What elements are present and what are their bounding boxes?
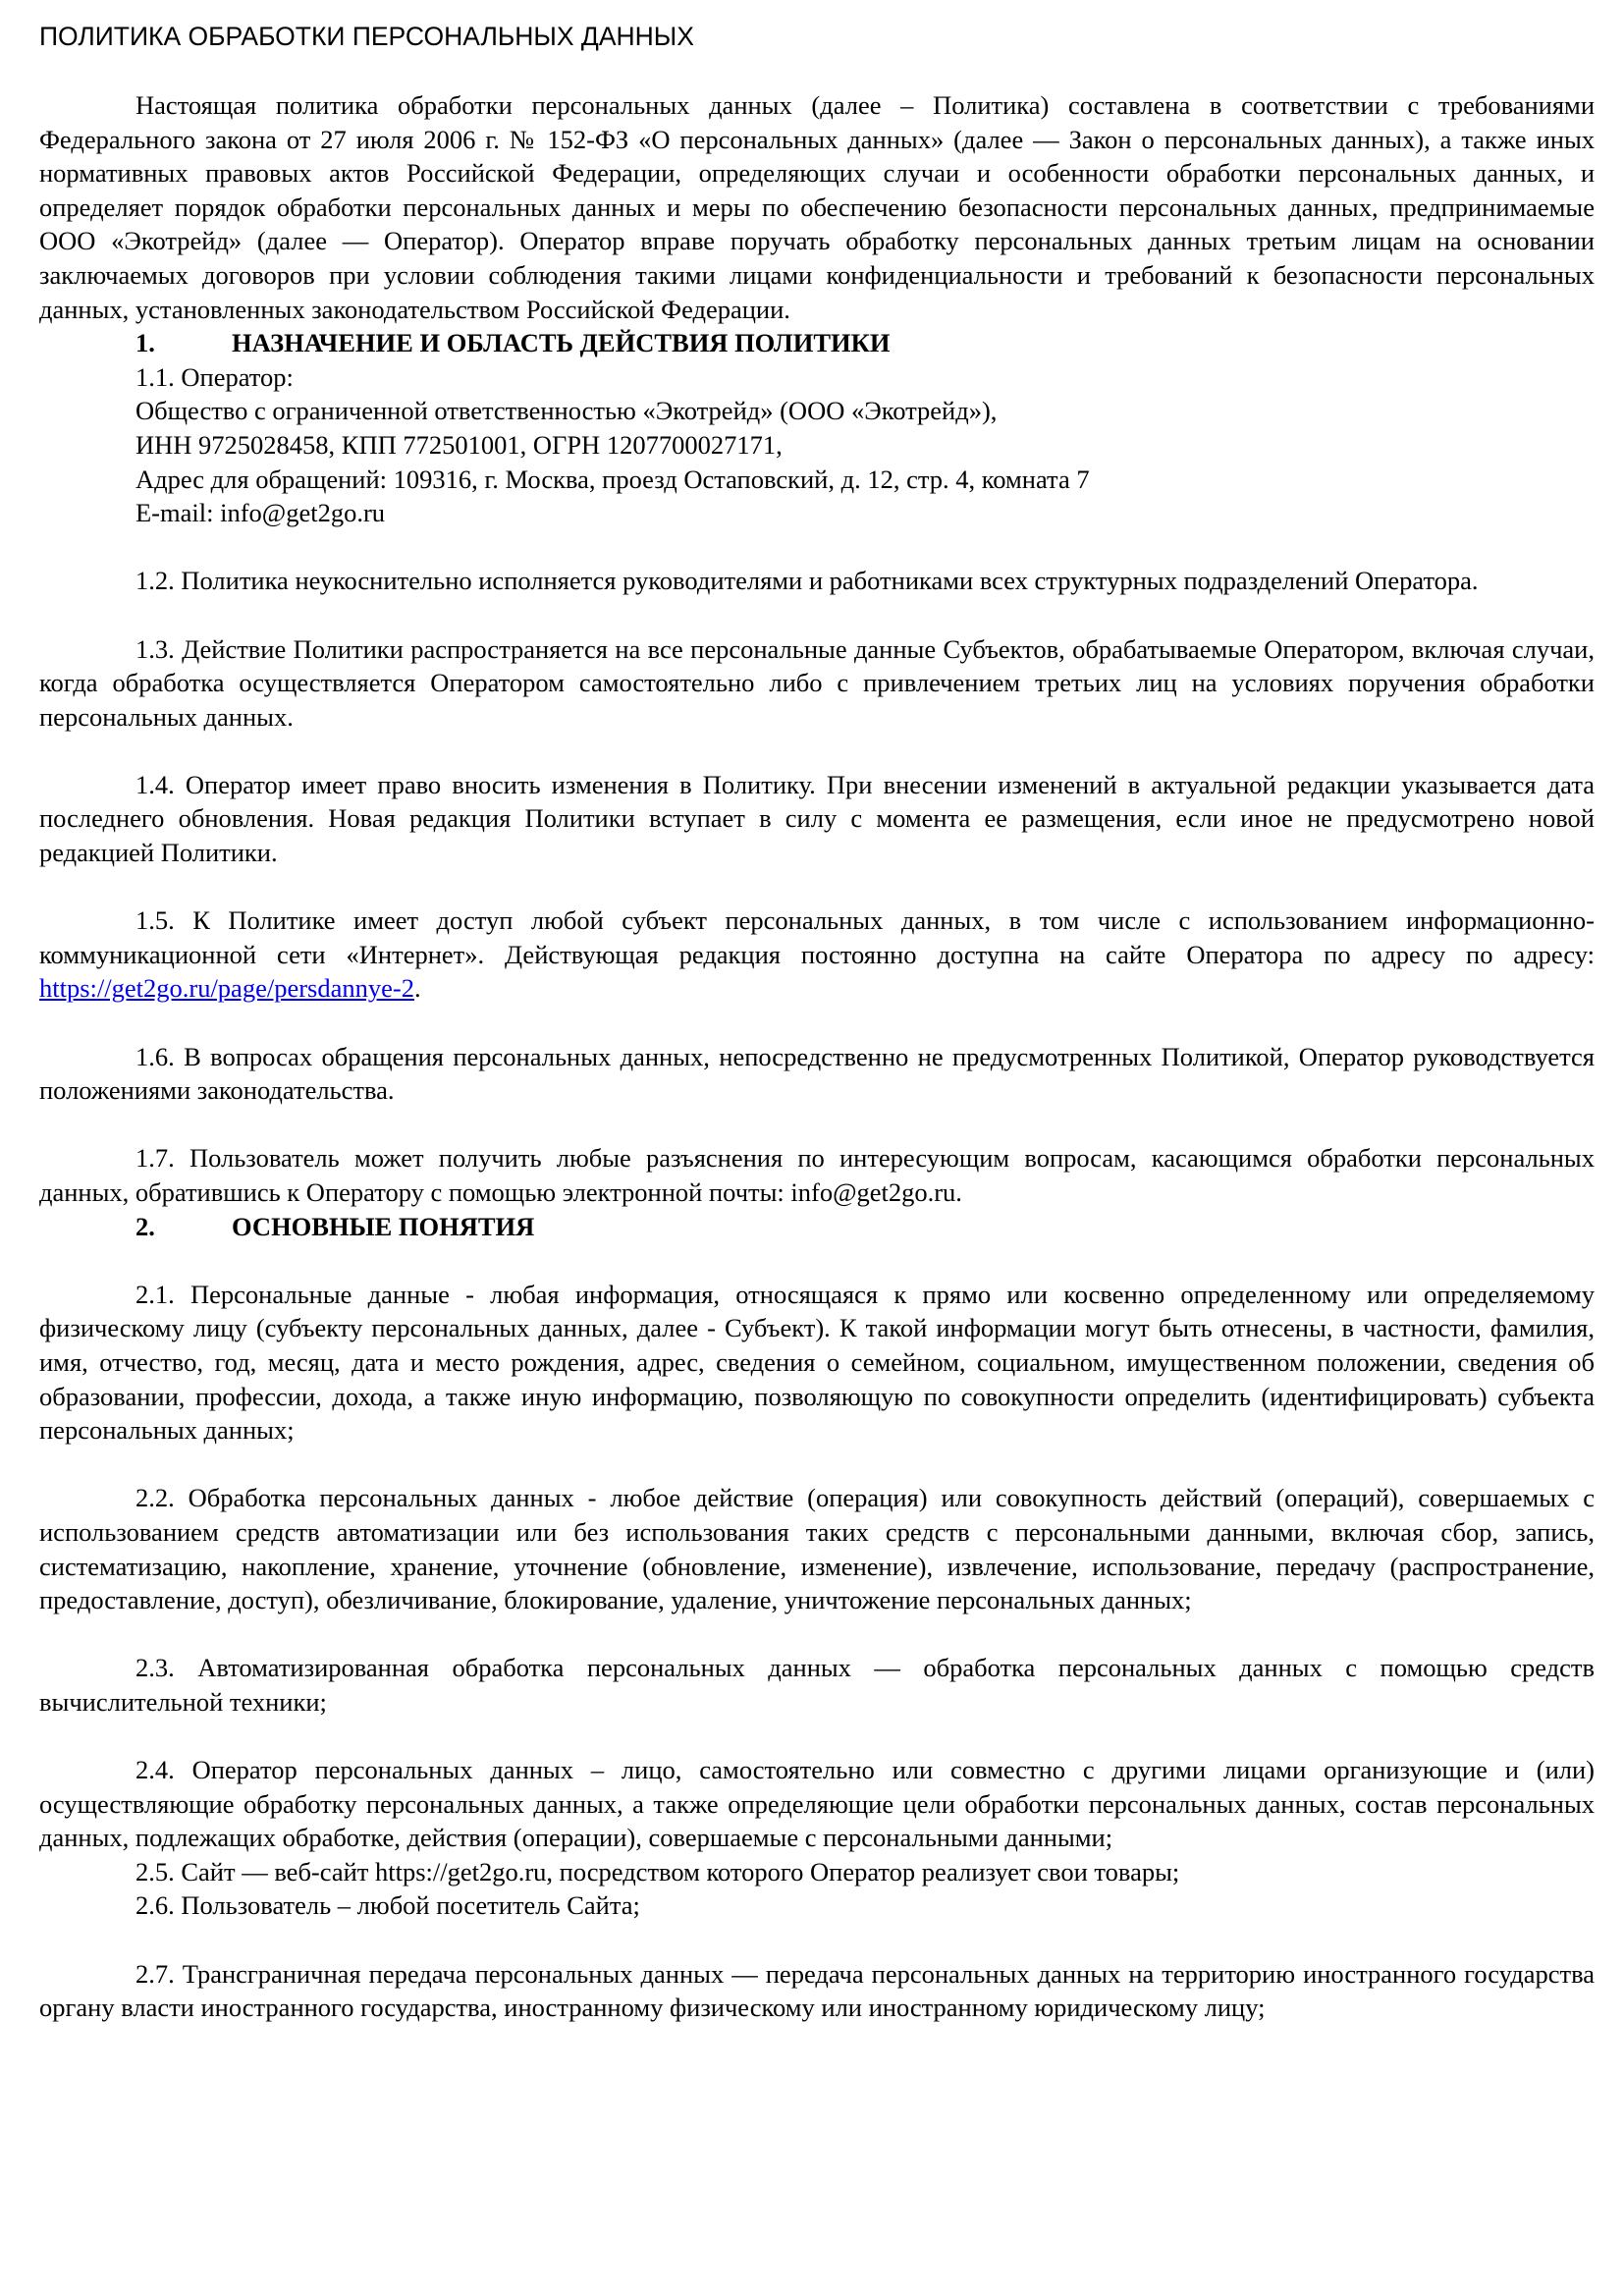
paragraph-2-6: 2.6. Пользователь – любой посетитель Сайта; <box>135 1890 640 1921</box>
paragraph-2-7: 2.7. Трансграничная передача персональных данных — передача персональных данных на территорию иностранного государства органу власти иностранного государства, иностранному физическому или иностранному юридическому лицу; <box>39 1958 1595 2023</box>
paragraph-2-5: 2.5. Сайт — веб-сайт https://get2go.ru, посредством которого Оператор реализует свои товары; <box>135 1856 1180 1886</box>
paragraph-1-2: 1.2. Политика неукоснительно исполняется руководителями и работниками всех структурных подразделений Оператора. <box>135 566 1479 596</box>
paragraph-1-4: 1.4. Оператор имеет право вносить изменения в Политику. При внесении изменений в актуальной редакции указывается дата последнего обновления. Новая редакция Политики вступает в силу с момента ее размещения, если иное не предусмотрено новой редакцией Политики. <box>39 769 1595 868</box>
paragraph-1-5-text: 1.5. К Политике имеет доступ любой субъект персональных данных, в том числе с использованием информационно-коммуникационной сети «Интернет». Действующая редакция постоянно доступна на сайте Оператора по адресу по адресу: <box>39 905 1595 969</box>
operator-line: E-mail: info@get2go.ru <box>135 498 386 528</box>
paragraph-1-3: 1.3. Действие Политики распространяется на все персональные данные Субъектов, обрабатываемые Оператором, включая случаи, когда обработка осуществляется Оператором самостоятельно либо с привлечением третьих лиц на условиях поручения обработки персональных данных. <box>39 633 1595 732</box>
section-2-heading <box>39 1210 1595 1244</box>
section-2-title: ОСНОВНЫЕ ПОНЯТИЯ <box>232 1211 535 1241</box>
section-1-title: НАЗНАЧЕНИЕ И ОБЛАСТЬ ДЕЙСТВИЯ ПОЛИТИКИ <box>232 328 891 358</box>
paragraph-1-7: 1.7. Пользователь может получить любые разъяснения по интересующим вопросам, касающимся обработки персональных данных, обратившись к Оператору с помощью электронной почты: info@get2go.ru. <box>39 1143 1595 1207</box>
section-2-number: 2. <box>135 1211 155 1241</box>
paragraph-2-4: 2.4. Оператор персональных данных – лицо, самостоятельно или совместно с другими лицами организующие и (или) осуществляющие обработку персональных данных, а также определяющие цели обработки персональных данных, состав персональных данных, подлежащих обработке, действия (операции), совершаемые с персональными данными; <box>39 1755 1595 1853</box>
paragraph-2-1: 2.1. Персональные данные - любая информация, относящаяся к прямо или косвенно определенному или определяемому физическому лицу (субъекту персональных данных, далее - Субъект). К такой информации могут быть отнесены, в частности, фамилия, имя, отчество, год, месяц, дата и место рождения, адрес, сведения о семейном, социальном, имущественном положении, сведения об образовании, профессии, дохода, а также иную информацию, позволяющую по совокупности определить (идентифицировать) субъекта персональных данных; <box>39 1279 1595 1446</box>
paragraph-1-5-end: . <box>413 973 421 1004</box>
persdannye-link[interactable]: https://get2go.ru/page/persdannye-2 <box>39 973 414 1004</box>
paragraph-1-5 <box>39 903 1595 1006</box>
operator-line: Общество с ограниченной ответственностью «Экотрейд» (ООО «Экотрейд»), <box>135 396 998 426</box>
paragraph-1-6: 1.6. В вопросах обращения персональных данных, непосредственно не предусмотренных Политикой, Оператор руководствуется положениями законодательства. <box>39 1041 1595 1106</box>
operator-line: 1.1. Оператор: <box>135 361 294 392</box>
operator-details <box>39 360 1595 530</box>
section-1-number: 1. <box>135 328 155 358</box>
document-title: ПОЛИТИКА ОБРАБОТКИ ПЕРСОНАЛЬНЫХ ДАННЫХ <box>39 22 694 51</box>
operator-line: ИНН 9725028458, КПП 772501001, ОГРН 1207700027171, <box>135 429 783 460</box>
paragraph-2-2: 2.2. Обработка персональных данных - любое действие (операция) или совокупность действий (операций), совершаемых с использованием средств автоматизации или без использования таких средств с персональными данными, включая сбор, запись, систематизацию, накопление, хранение, уточнение (обновление, изменение), извлечение, использование, передачу (распространение, предоставление, доступ), обезличивание, блокирование, удаление, уничтожение персональных данных; <box>39 1483 1595 1615</box>
paragraph-2-3: 2.3. Автоматизированная обработка персональных данных — обработка персональных данных с помощью средств вычислительной техники; <box>39 1653 1595 1717</box>
intro-paragraph: Настоящая политика обработки персональных данных (далее – Политика) составлена в соответствии с требованиями Федерального закона от 27 июля 2006 г. № 152-ФЗ «О персональных данных» (далее — Закон о персональных данных), а также иных нормативных правовых актов Российской Федерации, определяющих случаи и особенности обработки персональных данных, и определяет порядок обработки персональных данных и меры по обеспечению безопасности персональных данных, предпринимаемые ООО «Экотрейд» (далее — Оператор). Оператор вправе поручать обработку персональных данных третьим лицам на основании заключаемых договоров при условии соблюдения такими лицами конфиденциальности и требований к безопасности персональных данных, установленных законодательством Российской Федерации. <box>39 90 1595 324</box>
operator-line: Адрес для обращений: 109316, г. Москва, проезд Остаповский, д. 12, стр. 4, комната 7 <box>135 464 1090 494</box>
section-1-heading <box>39 326 1595 360</box>
